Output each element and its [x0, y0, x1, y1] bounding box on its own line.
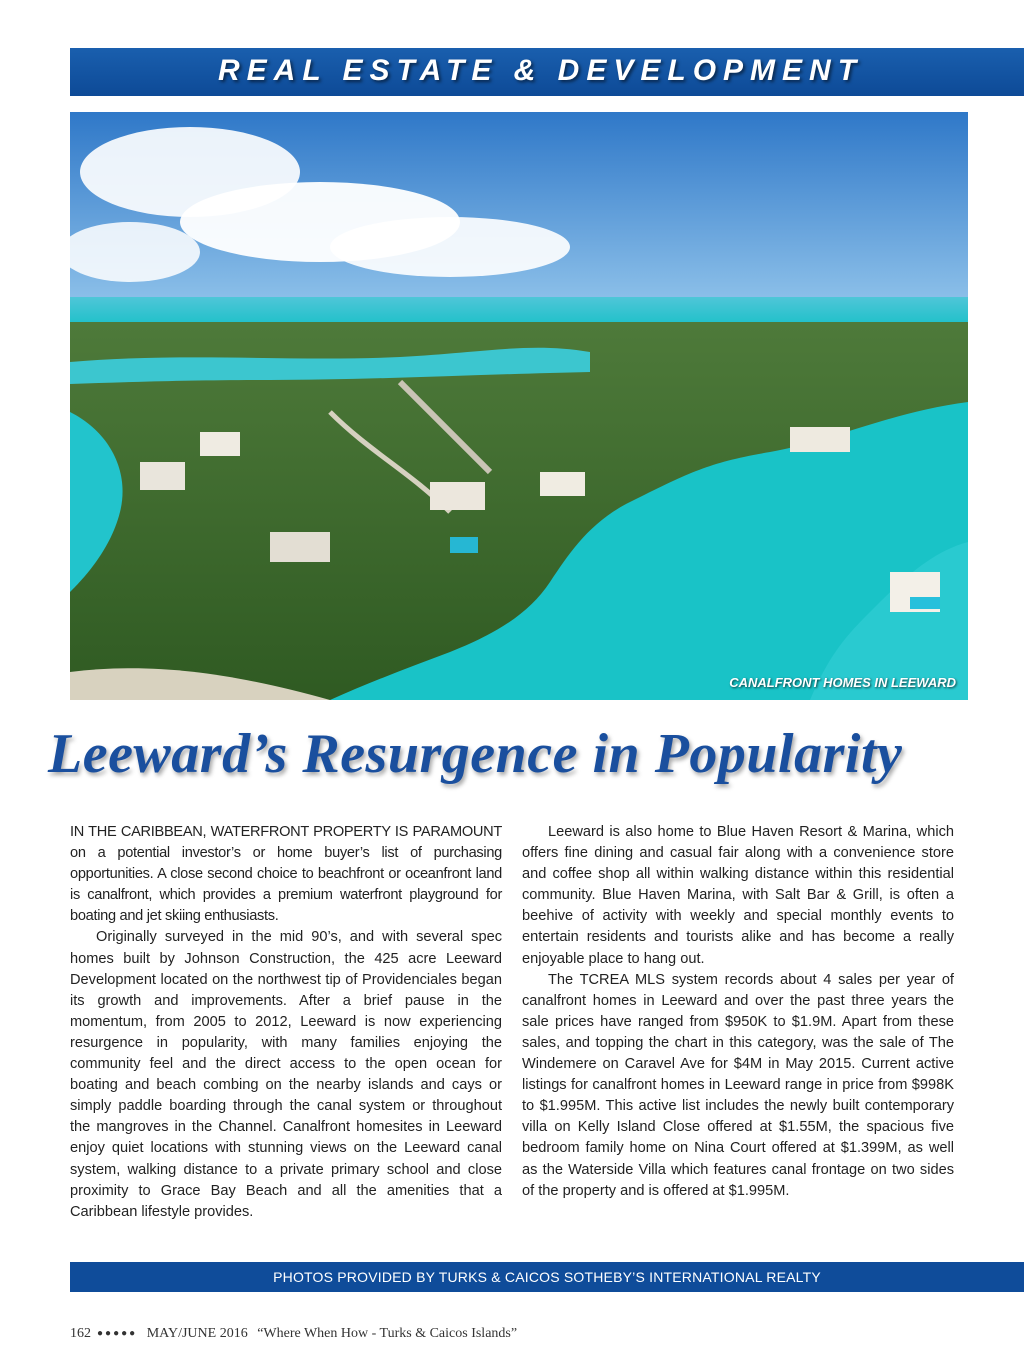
photo-credit-text: PHOTOS PROVIDED BY TURKS & CAICOS SOTHEBY’S INTERNATIONAL REALTY — [273, 1269, 821, 1285]
photo-caption: CANALFRONT HOMES IN LEEWARD — [729, 675, 956, 690]
article-left-column — [70, 822, 502, 1223]
issue-date: MAY/JUNE 2016 — [146, 1326, 248, 1341]
article-headline: Leeward’s Resurgence in Popularity — [48, 723, 903, 785]
paragraph-intro: IN THE CARIBBEAN, WATERFRONT PROPERTY IS PARAMOUNT on a potential investor’s or home buyer’s list of purchasing opportunities. A close second choice to beachfront or oceanfront land is canalfront, which provides a premium waterfront playground for boating and jet skiing enthusiasts. — [70, 824, 502, 925]
article-right-column — [522, 822, 954, 1202]
paragraph-history: Originally surveyed in the mid 90’s, and with several spec homes built by Johnson Construction, the 425 acre Leeward Development located on the northwest tip of Providenciales began its growth and improvements. After a brief pause in the momentum, from 2005 to 2012, Leeward is now experiencing resurgence in popularity, with many families enjoying the community feel and the direct access to the open ocean for boating and beach combing on the nearby islands and cays or simply paddle boarding through the canal system or throughout the mangroves in the Channel. Canalfront homesites in Leeward enjoy quiet locations with stunning views on the Leeward canal system, walking distance to a private primary school and close proximity to Grace Bay Beach and all the amenities that a Caribbean lifestyle provides. — [70, 929, 502, 1220]
footer-dots: ●●●●● — [97, 1328, 138, 1339]
section-header-banner — [70, 48, 1024, 96]
aerial-canal-photo — [70, 112, 968, 700]
section-title: REAL ESTATE & DEVELOPMENT — [218, 54, 864, 87]
page-number: 162 — [70, 1326, 91, 1341]
paragraph-sales: The TCREA MLS system records about 4 sales per year of canalfront homes in Leeward and over the past three years the sale prices have ranged from $950K to $1.9M. Apart from these sales, and topping the chart in this category, was the sale of The Windemere on Caravel Ave for $4M in May 2015. Current active listings for canalfront homes in Leeward range in price from $998K to $1.995M. This active list includes the newly built contemporary villa on Kelly Island Close offered at $1.55M, the spacious five bedroom family home on Nina Court offered at $1.399M, as well as the Waterside Villa which features canal frontage on two sides of the property and is offered at $1.995M. — [522, 971, 954, 1199]
publication-name: “Where When How - Turks & Caicos Islands” — [257, 1326, 518, 1341]
photo-credit-banner — [70, 1262, 1024, 1292]
hero-photo — [70, 112, 968, 700]
page-footer — [70, 1326, 523, 1342]
paragraph-blue-haven: Leeward is also home to Blue Haven Resort & Marina, which offers fine dining and casual fair along with a convenience store and coffee shop all within walking distance within this residential community. Blue Haven Marina, with Salt Bar & Grill, is often a beehive of activity with weekly and special monthly events to entertain residents and tourists alike and has become a really enjoyable place to hang out. — [522, 824, 954, 967]
